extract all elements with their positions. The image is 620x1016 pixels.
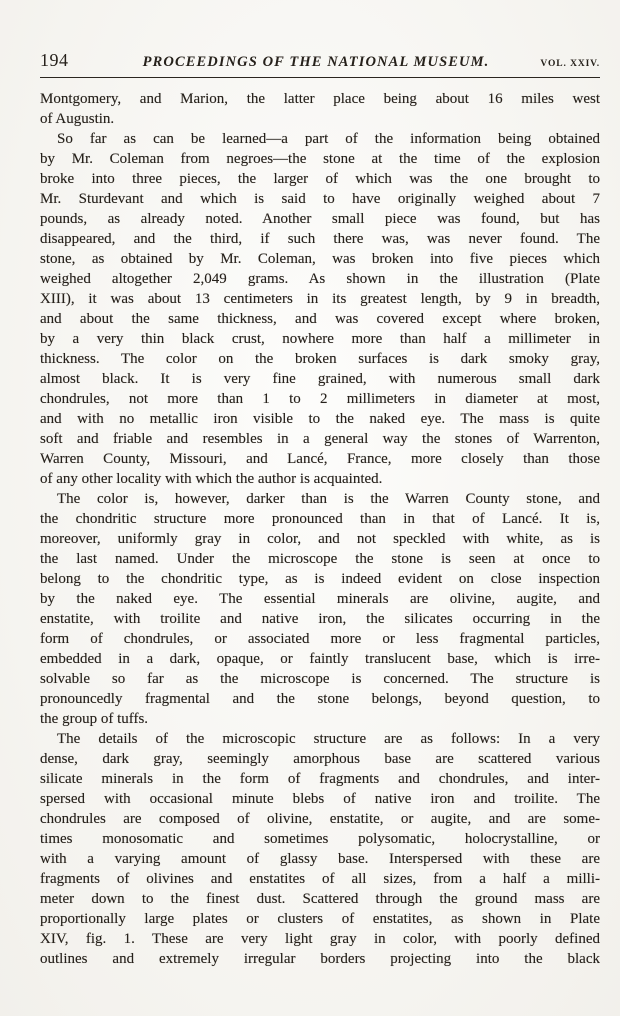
text-line: proportionally large plates or clusters of enstatites, as shown in Plate [40, 911, 600, 927]
text-line: of any other locality with which the author is acquainted. [40, 471, 383, 487]
header-rule [40, 77, 600, 78]
page-header [40, 50, 600, 71]
text-line: meter down to the finest dust. Scattered through the ground mass are [40, 891, 600, 907]
text-line: So far as can be learned—a part of the information being obtained [57, 131, 600, 147]
text-line: spersed with occasional minute blebs of native iron and troilite. The [40, 791, 600, 807]
text-line: Mr. Sturdevant and which is said to have originally weighed about 7 [40, 191, 600, 207]
text-line: stone, as obtained by Mr. Coleman, was broken into five pieces which [40, 251, 600, 267]
text-line: solvable so far as the microscope is concerned. The structure is [40, 671, 600, 687]
page-number: 194 [40, 50, 69, 70]
text-line: The details of the microscopic structure are as follows: In a very [57, 731, 600, 747]
text-line: times monosomatic and sometimes polysomatic, holocrystalline, or [40, 831, 600, 847]
text-line: and with no metallic iron visible to the naked eye. The mass is quite [40, 411, 600, 427]
text-line: fragments of olivines and enstatites of all sizes, from a half a milli- [40, 871, 600, 887]
text-line: enstatite, with troilite and native iron, the silicates occurring in the [40, 611, 600, 627]
text-line: the chondritic structure more pronounced than in that of Lancé. It is, [40, 511, 600, 527]
text-line: chondrules, not more than 1 to 2 millimeters in diameter at most, [40, 391, 600, 407]
text-line: the last named. Under the microscope the stone is seen at once to [40, 551, 600, 567]
paragraph [40, 489, 600, 729]
text-line: belong to the chondritic type, as is indeed evident on close inspection [40, 571, 600, 587]
text-line: form of chondrules, or associated more or less fragmental particles, [40, 631, 600, 647]
text-line: chondrules are composed of olivine, enstatite, or augite, and are some- [40, 811, 600, 827]
text-line: Montgomery, and Marion, the latter place being about 16 miles west [40, 91, 600, 107]
text-line: broke into three pieces, the larger of which was the one brought to [40, 171, 600, 187]
text-line: and about the same thickness, and was covered except where broken, [40, 311, 600, 327]
text-line: almost black. It is very fine grained, with numerous small dark [40, 371, 600, 387]
text-line: with a varying amount of glassy base. Interspersed with these are [40, 851, 600, 867]
paragraph [40, 89, 600, 129]
text-line: pronouncedly fragmental and the stone belongs, beyond question, to [40, 691, 600, 707]
text-line: by a very thin black crust, nowhere more than half a millimeter in [40, 331, 600, 347]
text-line: moreover, uniformly gray in color, and not speckled with white, as is [40, 531, 600, 547]
text-line: by the naked eye. The essential minerals are olivine, augite, and [40, 591, 600, 607]
text-line: by Mr. Coleman from negroes—the stone at the time of the explosion [40, 151, 600, 167]
text-line: pounds, as already noted. Another small piece was found, but has [40, 211, 600, 227]
paragraph [40, 729, 600, 969]
text-line: silicate minerals in the form of fragments and chondrules, and inter- [40, 771, 600, 787]
text-line: soft and friable and resembles in a general way the stones of Warrenton, [40, 431, 600, 447]
text-line: outlines and extremely irregular borders projecting into the black [40, 951, 600, 967]
text-line: XIV, fig. 1. These are very light gray in color, with poorly defined [40, 931, 600, 947]
text-line: XIII), it was about 13 centimeters in its greatest length, by 9 in breadth, [40, 291, 600, 307]
text-line: the group of tuffs. [40, 711, 149, 727]
paragraph [40, 129, 600, 489]
text-line: Warren County, Missouri, and Lancé, France, more closely than those [40, 451, 600, 467]
text-line: disappeared, and the third, if such there was, was never found. The [40, 231, 600, 247]
text-line: weighed altogether 2,049 grams. As shown in the illustration (Plate [40, 271, 600, 287]
volume-label: VOL. XXIV. [540, 59, 600, 69]
text-line: The color is, however, darker than is the Warren County stone, and [57, 491, 600, 507]
text-line: embedded in a dark, opaque, or faintly translucent base, which is irre- [40, 651, 600, 667]
text-line: thickness. The color on the broken surfaces is dark smoky gray, [40, 351, 600, 367]
text-line: of Augustin. [40, 111, 115, 127]
running-title: PROCEEDINGS OF THE NATIONAL MUSEUM. [142, 54, 490, 70]
page-body [40, 89, 600, 969]
text-line: dense, dark gray, seemingly amorphous base are scattered various [40, 751, 600, 767]
